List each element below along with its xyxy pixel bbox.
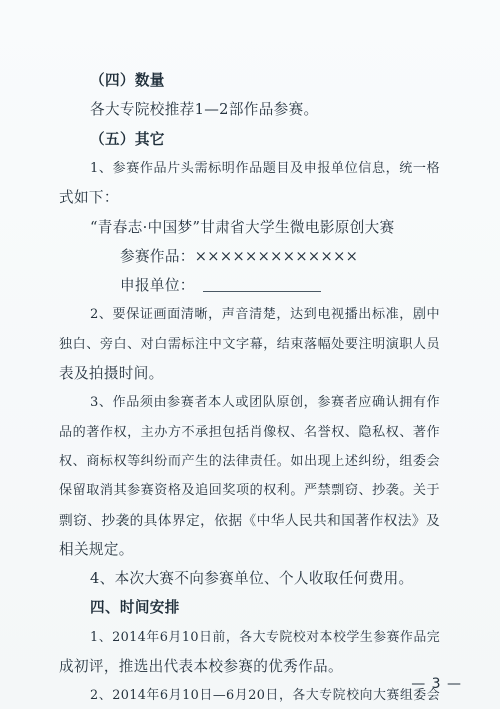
paragraph-line: 独白、旁白、对白需标注中文字幕，结束落幅处要注明演职人员 bbox=[59, 336, 440, 352]
section-heading-schedule: 四、时间安排 bbox=[90, 599, 180, 617]
section-heading-quantity: （四）数量 bbox=[90, 72, 165, 89]
paragraph-line: 表及拍摄时间。 bbox=[59, 365, 164, 382]
contest-title-line: “青春志·中国梦”甘肃省大学生微电影原创大赛 bbox=[90, 218, 395, 236]
paragraph-line: 各大专院校推荐1—2部作品参赛。 bbox=[90, 101, 319, 119]
applicant-unit-blank bbox=[203, 277, 321, 292]
section-heading-other: （五）其它 bbox=[90, 130, 165, 148]
paragraph-line: 品的著作权，主办方不承担包括肖像权、名誉权、隐私权、著作 bbox=[59, 424, 440, 440]
paragraph-line: 1、参赛作品片头需标明作品题目及申报单位信息，统一格 bbox=[90, 160, 440, 176]
paragraph-line: 4、本次大赛不向参赛单位、个人收取任何费用。 bbox=[90, 570, 414, 588]
paragraph-line: 成初评，推选出代表本校参赛的优秀作品。 bbox=[59, 658, 343, 675]
paragraph-line: 2、要保证画面清晰，声音清楚，达到电视播出标准，剧中 bbox=[90, 307, 440, 323]
applicant-unit-line bbox=[120, 277, 321, 295]
paragraph-line: 相关规定。 bbox=[59, 540, 134, 558]
paragraph-line: 权、商标权等纠纷而产生的法律责任。如出现上述纠纷，组委会 bbox=[59, 453, 440, 469]
paragraph-line: 式如下： bbox=[59, 189, 119, 207]
page-number: — 3 — bbox=[411, 676, 462, 692]
paragraph-line: 剽窃、抄袭的具体界定，依据《中华人民共和国著作权法》及 bbox=[59, 512, 440, 529]
paragraph-line: 3、作品须由参赛者本人或团队原创，参赛者应确认拥有作 bbox=[90, 395, 440, 411]
paragraph-line: 1、2014年6月10日前，各大专院校对本校学生参赛作品完 bbox=[90, 629, 440, 645]
paragraph-line: 2、2014年6月10日—6月20日，各大专院校向大赛组委会 bbox=[90, 688, 440, 704]
entry-title-line: 参赛作品：××××××××××××× bbox=[120, 247, 359, 265]
paragraph-line: 保留取消其参赛资格及追回奖项的权利。严禁剽窃、抄袭。关于 bbox=[59, 483, 440, 499]
applicant-unit-label: 申报单位： bbox=[120, 277, 195, 295]
